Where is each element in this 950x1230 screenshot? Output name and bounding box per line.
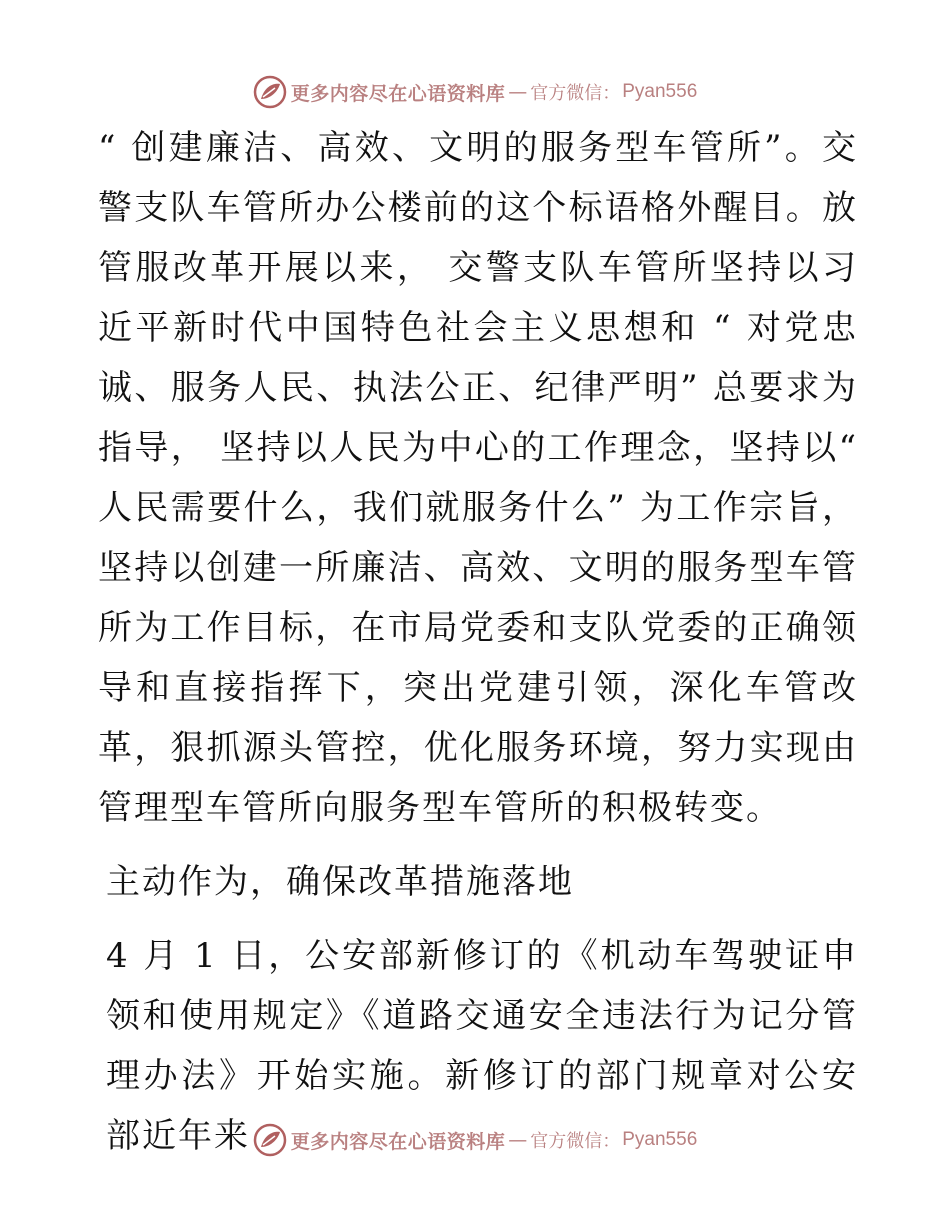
section-heading: 主动作为，确保改革措施落地 bbox=[106, 862, 574, 902]
header-watermark-banner bbox=[0, 72, 950, 112]
paragraph-reform: 4 月 1 日，公安部新修订的《机动车驾驶证申领和使用规定》《道路交通安全违法行为记分管理办法》开始实施。新修订的部门规章对公安部近年来 bbox=[106, 936, 858, 1156]
leaf-logo-icon bbox=[253, 75, 287, 109]
banner-wechat-label: 官方微信： bbox=[530, 1131, 621, 1152]
banner-separator: — bbox=[508, 1129, 528, 1151]
banner-text: 更多内容尽在心语资料库 bbox=[290, 1130, 506, 1153]
banner-separator: — bbox=[508, 81, 528, 103]
banner-wechat-id: Pyan556 bbox=[622, 81, 698, 102]
banner-wechat-id: Pyan556 bbox=[622, 1129, 698, 1150]
banner-text: 更多内容尽在心语资料库 bbox=[290, 82, 506, 105]
paragraph-intro: “ 创建廉洁、高效、文明的服务型车管所”。交警支队车管所办公楼前的这个标语格外醒目。放管服改革开展以来， 交警支队车管所坚持以习近平新时代中国特色社会主义思想和 “ 对党忠诚、服务人民、执法公正、纪律严明” 总要求为指导， 坚持以人民为中心的工作理念，坚持以“ 人民需要什么，我们就服务什么” 为工作宗旨，坚持以创建一所廉洁、高效、文明的服务型车管所为工作目标，在市局党委和支队党委的正确领导和直接指挥下，突出党建引领，深化车管改革，狠抓源头管控，优化服务环境，努力实现由管理型车管所向服务型车管所的积极转变。 bbox=[98, 128, 858, 828]
leaf-logo-icon bbox=[253, 1123, 287, 1157]
footer-watermark-banner bbox=[0, 1120, 950, 1160]
document-body bbox=[98, 118, 858, 1166]
banner-wechat-label: 官方微信： bbox=[530, 83, 621, 104]
